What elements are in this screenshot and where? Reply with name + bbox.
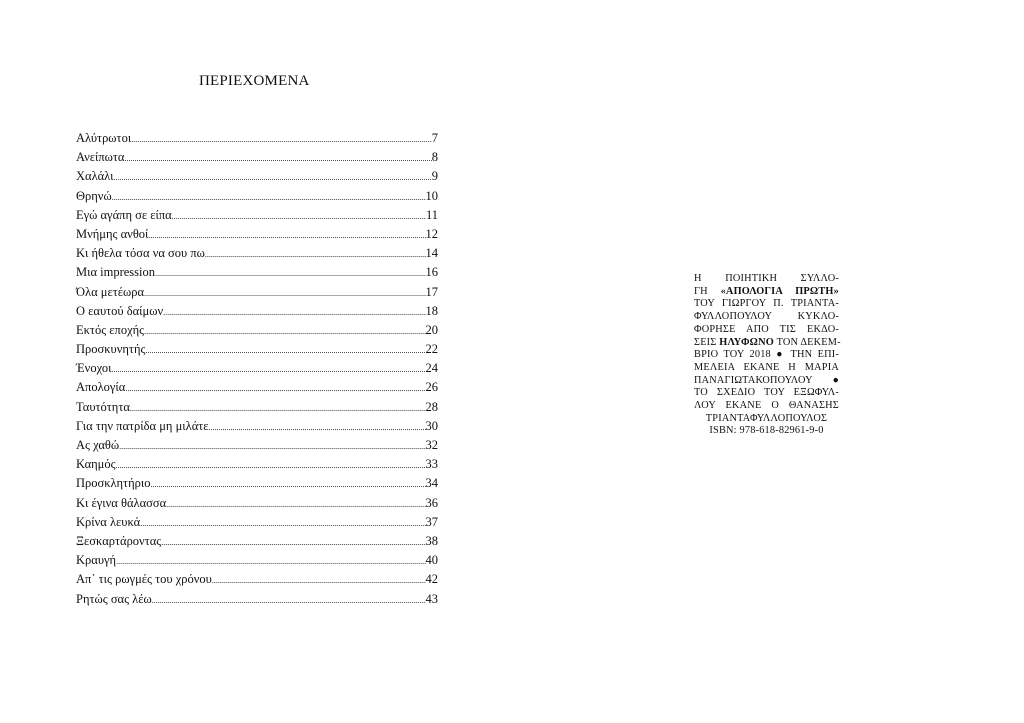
toc-leader-dots: [119, 442, 425, 451]
toc-leader-dots: [209, 423, 426, 432]
toc-entry-page: 22: [425, 342, 438, 357]
colophon-text: ΣΕΙΣ: [694, 336, 720, 348]
toc-entry-title: Κι ήθελα τόσα να σου πω: [76, 246, 205, 261]
toc-entry-page: 38: [425, 533, 438, 548]
toc-entry-title: Ο εαυτού δαίμων: [76, 303, 164, 318]
toc-entry-title: Μνήμης ανθοί: [76, 226, 149, 241]
toc-entry: [76, 592, 438, 611]
toc-entry-page: 43: [425, 591, 438, 606]
toc-entry-page: 36: [425, 495, 438, 510]
toc-entry: [76, 457, 438, 476]
toc-entry-title: Ξεσκαρτάροντας: [76, 533, 162, 548]
toc-entry-title: Ανείπωτα: [76, 150, 125, 165]
colophon-line: ΒΡΙΟ ΤΟΥ 2018 ● ΤΗΝ ΕΠΙ-: [694, 349, 839, 361]
toc-entry-title: Εκτός εποχής: [76, 322, 145, 337]
toc-entry-title: Ας χαθώ: [76, 438, 120, 452]
toc-entry: [76, 380, 438, 399]
colophon-line: [694, 286, 839, 299]
colophon-line: ΠΑΝΑΓΙΩΤΑΚΟΠΟΥΛΟΥ ●: [694, 374, 839, 386]
colophon-line: ΤΟΥ ΓΙΩΡΓΟΥ Π. ΤΡΙΑΝΤΑ-: [694, 298, 839, 310]
toc-leader-dots: [161, 538, 425, 547]
toc-entry-page: 7: [431, 131, 438, 145]
toc-leader-dots: [163, 308, 425, 317]
toc-entry-page: 24: [425, 361, 438, 376]
toc-leader-dots: [152, 596, 426, 605]
toc-entry-page: 14: [425, 246, 438, 261]
toc-entry-title: Για την πατρίδα μη μιλάτε: [76, 418, 209, 433]
toc-entry: [76, 342, 438, 361]
toc-entry: [76, 189, 438, 208]
toc-entry-page: 32: [425, 438, 438, 452]
toc-entry-title: Απ᾽ τις ρωγμές του χρόνου: [76, 572, 212, 587]
colophon-line: ΦΥΛΛΟΠΟΥΛΟΥ ΚΥΚΛΟ-: [694, 311, 839, 323]
toc-entry-title: Καημός: [76, 457, 116, 472]
toc-entry: [76, 304, 438, 323]
table-of-contents: [76, 131, 438, 611]
toc-entry-page: 30: [425, 418, 438, 433]
colophon-line: Η ΠΟΙΗΤΙΚΗ ΣΥΛΛΟ-: [694, 273, 839, 284]
colophon: [694, 273, 839, 438]
toc-entry-title: Απολογία: [76, 380, 126, 395]
toc-leader-dots: [113, 173, 431, 182]
toc-entry-title: Προσκυνητής: [76, 342, 146, 357]
toc-leader-dots: [172, 212, 426, 221]
toc-leader-dots: [212, 576, 426, 585]
toc-entry: [76, 150, 438, 169]
toc-leader-dots: [124, 154, 431, 163]
toc-entry-title: Εγώ αγάπη σε είπα: [76, 207, 172, 222]
toc-entry-title: Κρίνα λευκά: [76, 514, 141, 529]
toc-entry-page: 18: [425, 303, 438, 318]
isbn: ISBN: 978-618-82961-9-0: [709, 425, 824, 437]
toc-leader-dots: [111, 365, 425, 374]
toc-leader-dots: [116, 461, 426, 470]
toc-leader-dots: [140, 519, 425, 528]
toc-entry: [76, 246, 438, 265]
publisher-name: ΗΛΥΦΩΝΟ: [719, 336, 774, 348]
toc-entry-page: 34: [425, 476, 438, 491]
toc-entry-page: 12: [425, 226, 438, 241]
toc-entry-page: 8: [431, 150, 438, 165]
colophon-line: ΜΕΛΕΙΑ ΕΚΑΝΕ Η ΜΑΡΙΑ: [694, 361, 839, 373]
toc-entry: [76, 400, 438, 419]
toc-entry-title: Κραυγή: [76, 553, 117, 568]
toc-entry-page: 11: [425, 207, 438, 222]
toc-entry: [76, 419, 438, 438]
toc-entry-page: 10: [425, 188, 438, 203]
toc-entry: [76, 169, 438, 188]
toc-leader-dots: [150, 480, 425, 489]
toc-entry-page: 20: [425, 322, 438, 337]
toc-leader-dots: [116, 557, 425, 566]
book-title: «ΑΠΟΛΟΓΙΑ ΠΡΩΤΗ»: [720, 285, 839, 297]
colophon-line: ΤΟ ΣΧΕΔΙΟ ΤΟΥ ΕΞΩΦΥΛ-: [694, 387, 839, 399]
toc-entry-title: Ταυτότητα: [76, 399, 130, 414]
toc-entry-page: 9: [431, 169, 438, 184]
toc-entry-title: Ένοχοι: [76, 361, 112, 376]
toc-leader-dots: [148, 231, 425, 240]
toc-entry-title: Αλύτρωτοι: [76, 131, 132, 145]
toc-leader-dots: [130, 404, 426, 413]
toc-entry-title: Προσκλητήριο: [76, 476, 151, 491]
toc-leader-dots: [205, 250, 426, 259]
toc-entry-title: Ρητώς σας λέω: [76, 591, 152, 606]
toc-entry: [76, 227, 438, 246]
toc-entry-page: 42: [425, 572, 438, 587]
toc-entry-page: 28: [425, 399, 438, 414]
toc-entry: [76, 323, 438, 342]
toc-leader-dots: [144, 327, 425, 336]
toc-leader-dots: [145, 346, 425, 355]
page-title: ΠΕΡΙΕΧΟΜΕΝΑ: [199, 73, 310, 89]
colophon-line: ΦΟΡΗΣΕ ΑΠΟ ΤΙΣ ΕΚΔΟ-: [694, 323, 839, 335]
toc-entry-title: Όλα μετέωρα: [76, 284, 144, 299]
toc-leader-dots: [112, 193, 426, 202]
toc-entry-page: 40: [425, 553, 438, 568]
colophon-text: ΤΟΝ ΔΕΚΕΜ-: [773, 336, 841, 348]
toc-entry: [76, 285, 438, 304]
toc-entry-page: 26: [425, 380, 438, 395]
colophon-text: ΓΗ: [694, 285, 721, 297]
colophon-line: ΛΟΥ ΕΚΑΝΕ Ο ΘΑΝΑΣΗΣ: [694, 400, 839, 412]
toc-entry: [76, 553, 438, 572]
toc-entry-title: Μια impression: [76, 265, 156, 280]
toc-leader-dots: [125, 384, 425, 393]
toc-entry-title: Θρηνώ: [76, 188, 112, 203]
toc-entry-title: Χαλάλι: [76, 169, 114, 184]
colophon-line: [694, 337, 839, 350]
toc-leader-dots: [144, 289, 426, 298]
toc-leader-dots: [166, 500, 425, 509]
toc-entry: [76, 496, 438, 515]
toc-entry: [76, 534, 438, 553]
toc-entry-title: Κι έγινα θάλασσα: [76, 495, 167, 510]
toc-leader-dots: [155, 269, 425, 278]
toc-entry-page: 16: [425, 265, 438, 280]
toc-entry: [76, 572, 438, 591]
toc-entry: [76, 515, 438, 534]
toc-entry-page: 37: [425, 514, 438, 529]
toc-entry: [76, 438, 438, 457]
toc-entry: [76, 265, 438, 284]
toc-entry: [76, 361, 438, 380]
toc-entry: [76, 131, 438, 150]
toc-entry: [76, 476, 438, 495]
toc-entry-page: 33: [425, 457, 438, 472]
colophon-line: ΤΡΙΑΝΤΑΦΥΛΛΟΠΟΥΛΟΣ: [705, 412, 828, 424]
toc-entry: [76, 208, 438, 227]
toc-leader-dots: [131, 135, 432, 144]
toc-entry-page: 17: [425, 284, 438, 299]
